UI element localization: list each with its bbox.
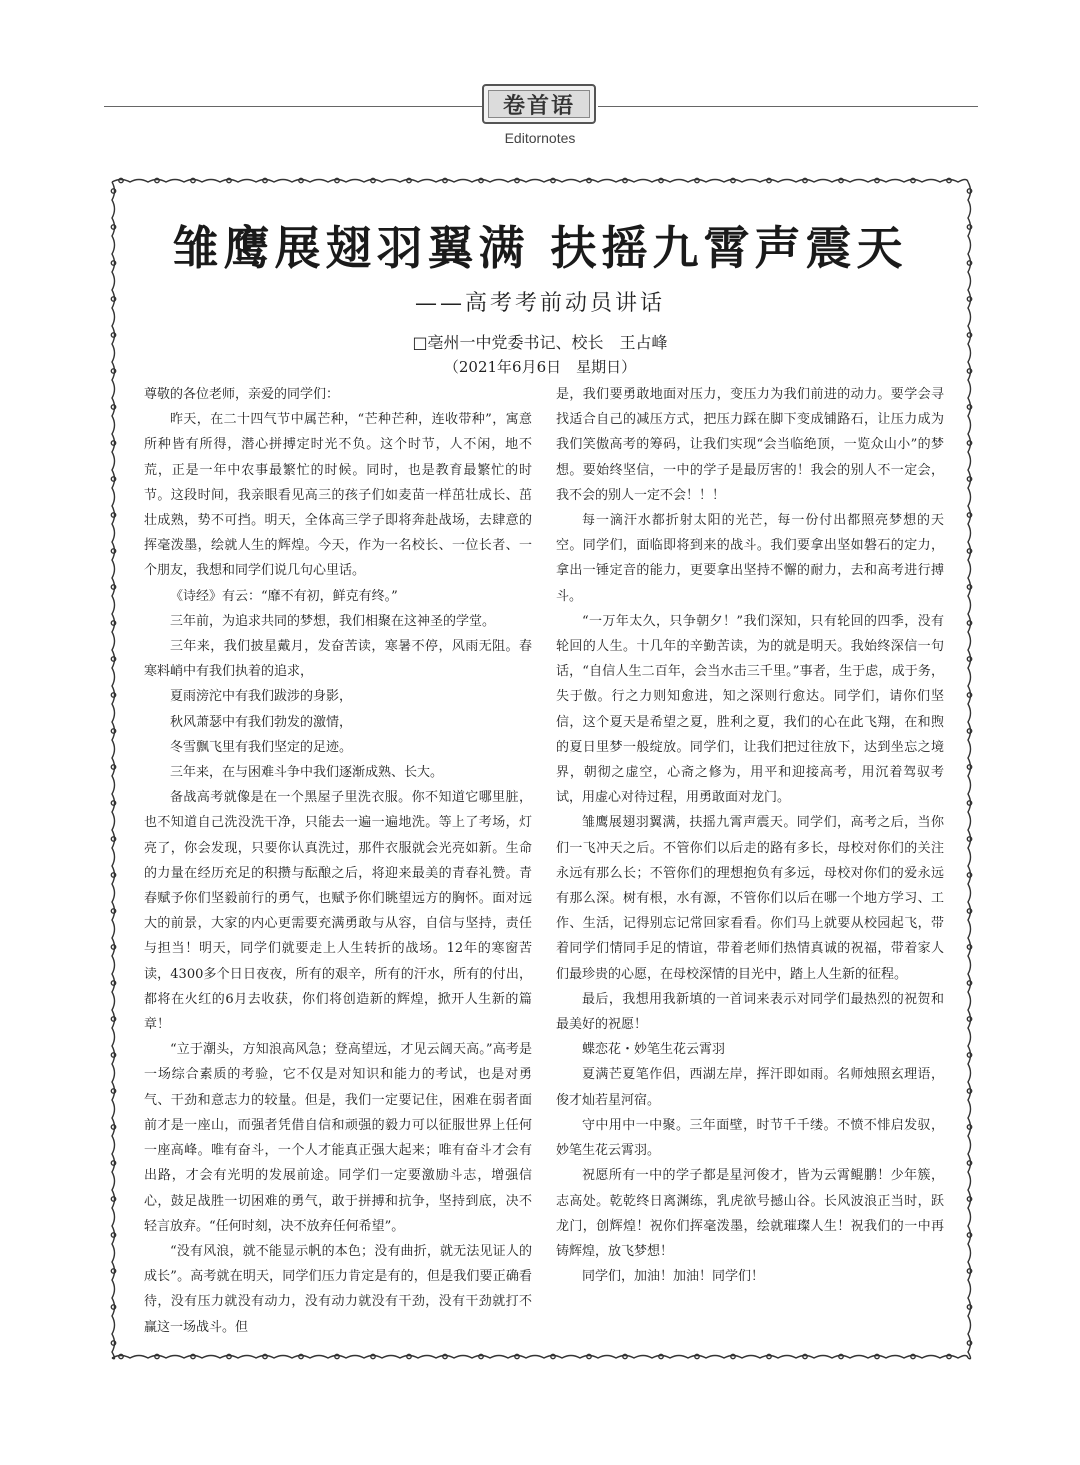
paragraph: 每一滴汗水都折射太阳的光芒，每一份付出都照亮梦想的天空。同学们，面临即将到来的战斗。我们要拿出坚如磐石的定力，拿出一锤定音的能力，更要拿出坚持不懈的耐力，去和高考进行搏斗。: [556, 513, 944, 604]
paragraph: 同学们，加油！加油！同学们！: [582, 1269, 765, 1285]
paragraph: 昨天，在二十四气节中属芒种，“芒种芒种，连收带种”，寓意所种皆有所得，潜心拼搏定时光不负。这个时节，人不闲，地不荒，正是一年中农事最繁忙的时候。同时，也是教育最繁忙的时节。这段时间，我亲眼看见高三的孩子们如麦苗一样茁壮成长、茁壮成熟，势不可挡。明天，全体高三学子即将奔赴战场，去肆意的挥毫泼墨，绘就人生的辉煌。今天，作为一名校长、一位长者、一个朋友，我想和同学们说几句心里话。: [144, 412, 532, 579]
paragraph: 《诗经》有云：“靡不有初，鲜克有终。”: [170, 588, 398, 604]
right-column: [556, 382, 944, 1289]
paragraph: 冬雪飘飞里有我们坚定的足迹。: [170, 739, 353, 755]
article-subtitle: ——高考考前动员讲话: [414, 291, 665, 316]
poem-stanza: 夏满芒夏笔作侣，西湖左岸，挥汗即如雨。名师烛照玄理语，俊才灿若星河宿。: [556, 1067, 944, 1108]
paragraph: “没有风浪，就不能显示帆的本色；没有曲折，就无法见证人的成长”。高考就在明天，同学们压力肯定是有的，但是我们要正确看待，没有压力就没有动力，没有动力就没有干劲，没有干劲就打不赢这一场战斗。但: [144, 1243, 532, 1335]
poem-stanza: 守中用中一中聚。三年面壁，时节千千缕。不愤不悱启发驭，妙笔生花云霄羽。: [556, 1117, 944, 1159]
paragraph: 祝愿所有一中的学子都是星河俊才，皆为云霄鲲鹏！少年簇，志高处。乾乾终日离渊练，乳虎欲号撼山谷。长风波浪正当时，跃龙门，创辉煌！祝你们挥毫泼墨，绘就璀璨人生！祝我们的一中再铸辉煌，放飞梦想！: [556, 1168, 944, 1259]
paragraph: 备战高考就像是在一个黑屋子里洗衣服。你不知道它哪里脏，也不知道自己洗没洗干净，只能去一遍一遍地洗。等上了考场，灯亮了，你会发现，只要你认真洗过，那件衣服就会光亮如新。生命的力量在经历充足的积攒与酝酿之后，将迎来最美的青春礼赞。青春赋予你们坚毅前行的勇气，也赋予你们眺望远方的胸怀。面对远大的前景，大家的内心更需要充满勇敢与从容，自信与坚持，责任与担当！明天，同学们就要走上人生转折的战场。12年的寒窗苦读，4300多个日日夜夜，所有的艰辛，所有的汗水，所有的付出，都将在火红的6月去收获，你们将创造新的辉煌，掀开人生新的篇章！: [144, 790, 532, 1033]
paragraph: “立于潮头，方知浪高风急；登高望远，才见云阔天高。”高考是一场综合素质的考验，它不仅是对知识和能力的考试，也是对勇气、干劲和意志力的较量。但是，我们一定要记住，困难在弱者面前才是一座山，而强者凭借自信和顽强的毅力可以征服世界上任何一座高峰。唯有奋斗，一个人才能真正强大起来；唯有奋斗才会有出路，才会有光明的发展前途。同学们一定要激励斗志，增强信心，鼓足战胜一切困难的勇气，敢于拼搏和抗争，坚持到底，决不轻言放弃。“任何时刻，决不放弃任何希望”。: [144, 1042, 532, 1234]
paragraph: “一万年太久，只争朝夕！”我们深知，只有轮回的四季，没有轮回的人生。十几年的辛勤苦读，为的就是明天。我始终深信一句话，“自信人生二百年，会当水击三千里。”事者，生于虑，成于务，失于傲。行之力则知愈进，知之深则行愈达。同学们，请你们坚信，这个夏天是希望之夏，胜利之夏，我们的心在此飞翔，在和煦的夏日里梦一般绽放。同学们，让我们把过往放下，达到坐忘之境界，朝彻之虚空，心斋之修为，用平和迎接高考，用沉着驾驭考试，用虚心对待过程，用勇敢面对龙门。: [556, 613, 944, 806]
paragraph: 最后，我想用我新填的一首词来表示对同学们最热烈的祝贺和最美好的祝愿！: [556, 991, 944, 1033]
left-column: [144, 382, 532, 1340]
poem-title: 蝶恋花・妙笔生花云霄羽: [582, 1042, 726, 1058]
column-subtitle: Editornotes: [504, 130, 576, 146]
paragraph: 三年前，为追求共同的梦想，我们相聚在这神圣的学堂。: [170, 613, 496, 629]
paragraph: 三年来，在与困难斗争中我们逐渐成熟、长大。: [170, 765, 444, 781]
paragraph: 是，我们要勇敢地面对压力，变压力为我们前进的动力。要学会寻找适合自己的减压方式，把压力踩在脚下变成铺路石，让压力成为我们笑傲高考的筹码，让我们实现“会当临绝顶，一览众山小”的梦想。要始终坚信，一中的学子是最厉害的！我会的别人不一定会，我不会的别人一定不会！！！: [556, 387, 944, 503]
paragraph: 秋风萧瑟中有我们勃发的激情，: [170, 714, 353, 730]
paragraph: 三年来，我们披星戴月，发奋苦读，寒暑不停，风雨无阻。春寒料峭中有我们执着的追求，: [144, 639, 532, 680]
paragraph: 尊敬的各位老师，亲爱的同学们：: [144, 387, 340, 402]
article-byline: □亳州一中党委书记、校长 王占峰: [412, 333, 668, 352]
paragraph: 夏雨滂沱中有我们跋涉的身影，: [170, 689, 353, 705]
paragraph: 雏鹰展翅羽翼满，扶摇九霄声震天。同学们，高考之后，当你们一飞冲天之后。不管你们以后走的路有多长，母校对你们的关注永远有那么长；不管你们的理想抱负有多远，母校对你们的爱永远有那么深。树有根，水有源，不管你们以后在哪一个地方学习、工作、生活，记得别忘记常回家看看。你们马上就要从校园起飞，带着同学们情同手足的情谊，带着老师们热情真诚的祝福，带着家人们最珍贵的心愿，在母校深情的目光中，踏上人生新的征程。: [556, 815, 944, 982]
article-date: （2021年6月6日 星期日）: [443, 358, 637, 376]
article-title: 雏鹰展翅羽翼满 扶摇九霄声震天: [172, 221, 908, 275]
column-badge-label: 卷首语: [488, 90, 590, 118]
